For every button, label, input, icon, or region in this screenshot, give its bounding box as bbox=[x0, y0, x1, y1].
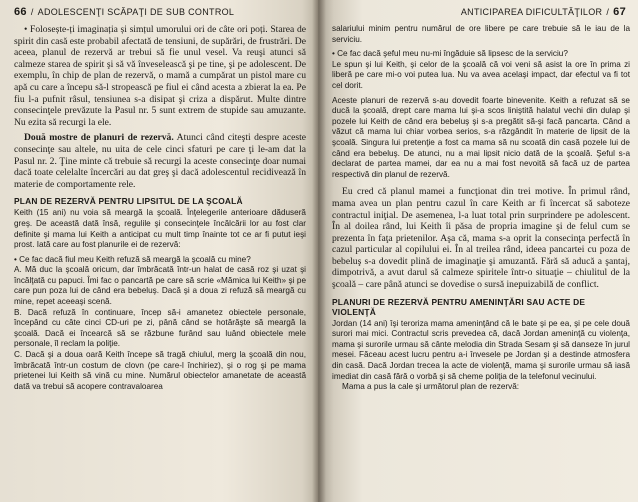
left-page bbox=[0, 0, 318, 502]
continuation-text: salariului minim pentru numărul de ore libere pe care trebuie să le iau de la serviciu. bbox=[332, 24, 630, 44]
right-header-title: ANTICIPAREA DIFICULTĂŢILOR bbox=[460, 7, 603, 17]
left-serif-block bbox=[14, 24, 306, 190]
section-heading-truancy: PLAN DE REZERVĂ PENTRU LIPSITUL DE LA ŞCOALĂ bbox=[14, 196, 243, 207]
boss-answer: Le spun şi lui Keith, şi celor de la şcoală că voi veni să asist la ore în prima zi liberă pe care mi-o voi putea lua. Nu va avea acelaşi impact, dar efectul va fi tot cel dorit. bbox=[332, 59, 630, 90]
analysis-paragraph: Eu cred că planul mamei a funcţionat din trei motive. În primul rând, mama avea un plan pentru cazul în care Keith ar fi încercat să saboteze contractul iniţial. De asemenea, l-a luat total prin surprindere pe adolescent. În al doilea rând, lui Keith îi păsa de propria imagine şi de felul cum se prezenta în faţa prietenilor. Aşa că, mama s-a oprit la consecinţa perfectă în cazul particular al copilului ei. În al treilea rând, ideea pancartei cu poza de bebeluş s-a dovedit plină de imaginaţie şi amuzantă. Fără să aducă a şantaj, dimpotrivă, a avut darul să calmeze spiritele într-o situaţie – chiulitul de la şcoală – care până atunci se dovedise o sursă inepuizabilă de conflict. bbox=[332, 186, 630, 291]
truancy-item-b: B. Dacă refuză în continuare, încep să-i amanetez obiectele personale, începând cu câte cinci CD-uri pe zi, până când se hotărăşte să meargă la şcoală. Dacă ei încearcă să se răzbune furând sau luând obiectele mele personale, îl reclam la poliţie. bbox=[14, 307, 306, 349]
left-header-title: ADOLESCENŢI SCĂPAŢI DE SUB CONTROL bbox=[37, 7, 235, 17]
right-serif-block bbox=[332, 186, 630, 290]
left-sans-block bbox=[14, 208, 306, 392]
truancy-question: • Ce fac dacă fiul meu Keith refuză să meargă la şcoală cu mine? bbox=[14, 254, 251, 264]
section-heading-violence: PLANURI DE REZERVĂ PENTRU AMENINŢĂRI SAU ACTE DE VIOLENŢĂ bbox=[332, 296, 586, 317]
truancy-item-c: C. Dacă şi a doua oară Keith începe să tragă chiulul, merg la şcoală din nou, îmbrăcată într-un costum de clovn (pe care-l închiriez), şi o rog şi pe mama prietenei lui Keith să vină cu mine. Numărul obiectelor amanetate de această dată va trebui să acopere contravaloarea bbox=[14, 350, 306, 391]
two-examples-lead: Două mostre de planuri de rezervă. bbox=[24, 132, 174, 144]
left-page-number: 66 bbox=[14, 6, 27, 18]
right-sans-block-top bbox=[332, 24, 630, 180]
two-examples-paragraph bbox=[14, 132, 306, 190]
right-running-header: ANTICIPAREA DIFICULTĂŢILOR / 67 bbox=[460, 6, 626, 18]
bullet-imagination: • Folosește-ți imaginația și simțul umorului ori de câte ori poți. Starea de spirit din casă este probabil afectată de tensiuni, de supărări, de frustrări. De aceea, planul de rezervă ar trebui să fie unul vesel. Va reuşi atunci să calmeze starea de spirit şi să vă înveselească şi pe tine, şi pe adolescent. De exemplu, în chip de plan de rezervă, o mamă a cumpărat un pistol mare cu apă cu care a începu să-l stropească pe fiul ei când acesta a zbierat la ea. Pe fiu l-a pufnit râsul, tensiunea s-a disipat şi criza a dispărut. Multe dintre consecinţele prevăzute la Pasul nr. 5 sunt extrem de stupide sau amuzante. Nu ezita să recurgi la ele. bbox=[14, 24, 306, 128]
two-examples-text: Atunci când citeşti despre aceste consecinţe sau altele, nu uita de cele cinci sfaturi pe care ţi le-am dat la Pasul nr. 2. Ţine minte că trebuie să recurgi la aceste consecinţe doar numai dacă toate celelalte încercări au dat greş şi dacă adolescentul recidivează în materie de comportamente rele. bbox=[14, 132, 306, 190]
truancy-item-a: A. Mă duc la şcoală oricum, dar îmbrăcată într-un halat de casă roz şi uzat şi încălţată cu papuci. Îmi fac o pancartă pe care să scrie «Mămica lui Keith» şi pe care pun poza lui de când era bebeluş. Dacă şi a doua zi refuză să meargă cu mine, repet aceeaşi scenă. bbox=[14, 265, 306, 307]
boss-question: • Ce fac dacă şeful meu nu-mi îngăduie să lipsesc de la serviciu? bbox=[332, 49, 568, 59]
right-page-number: 67 bbox=[613, 6, 626, 18]
right-sans-block-bottom bbox=[332, 319, 630, 393]
violence-paragraph: Jordan (14 ani) îşi teroriza mama ameninţând că le bate şi pe ea, şi pe cele două surori mai mici. Contractul scris prevedea că, dacă Jordan ameninţă cu violenţa, mama şi surorile urmau să cânte melodia din Strada Sesam şi să danseze în jurul mesei. Făceau acest lucru pentru a-i învesele pe Jordan şi a destinde atmosfera din casă. Dacă Jordan trecea la acte de violenţă, mama şi surorile urmau să iasă imediat din casă fără o vorbă şi să cheme poliţia de la telefonul vecinului. bbox=[332, 318, 630, 381]
truancy-intro: Keith (15 ani) nu voia să meargă la şcoală. Înţelegerile anterioare dăduseră greş. De această dată însă, regulile şi consecinţele încălcării lor au fost clar definite şi mama lui Keith a anticipat cu mult timp înainte tot ce ar fi putut ieşi prost. Iată care au fost planurile ei de rezervă: bbox=[14, 208, 306, 250]
plan-result: Aceste planuri de rezervă s-au dovedit foarte binevenite. Keith a refuzat să se ducă la şcoală, drept care mama lui şi-a scos liniştită halatul vechi din dulap şi pozele lui Keith de când era bebeluş şi s-a pregătit să-şi facă pancarta. Când a văzut că mama lui chiar vorbea serios, s-a răzgândit în materie de lipsit de la şcoală. Singura lui pretenţie a fost ca mama să nu scoată din casă pozele lui de când era bebeluş. De atunci, nu a mai lipsit nicio dată de la şcoală. Şeful s-a declarat de partea mamei, dar ea nu a mai fost nevoită să facă uz de partea respectivă din planul de rezervă. bbox=[332, 95, 630, 179]
right-page bbox=[318, 0, 638, 502]
left-running-header: 66 / ADOLESCENŢI SCĂPAŢI DE SUB CONTROL bbox=[14, 6, 235, 18]
violence-last-line: Mama a pus la cale şi următorul plan de rezervă: bbox=[342, 382, 520, 392]
